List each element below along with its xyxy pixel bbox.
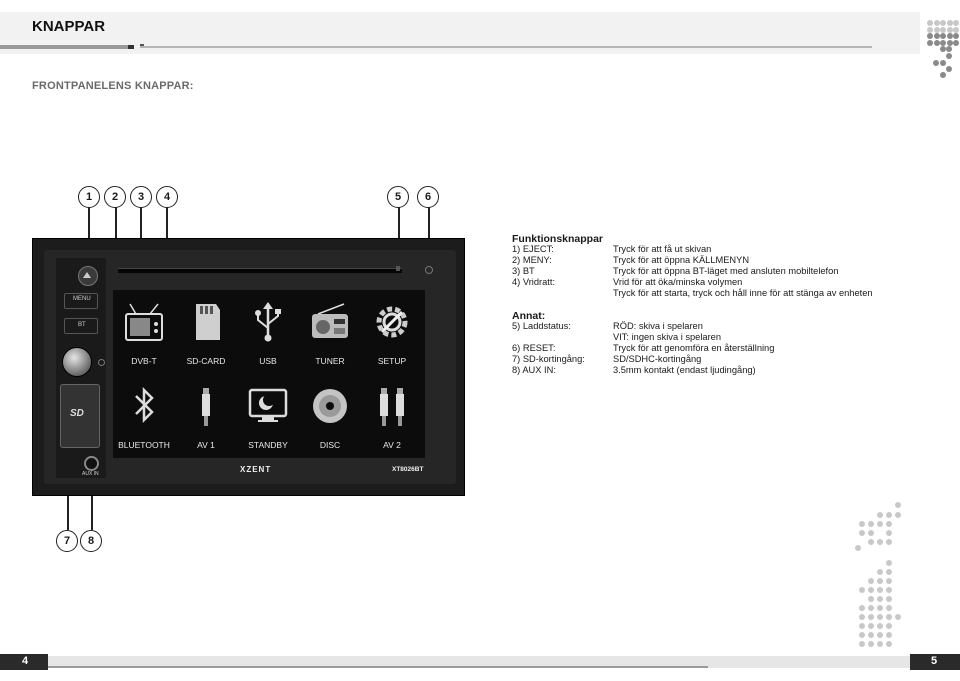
tile-label: AV 2 — [383, 440, 401, 450]
decorative-dot — [877, 578, 883, 584]
decorative-dot — [953, 20, 959, 26]
decorative-dot — [859, 530, 865, 536]
tile-label: DISC — [319, 440, 341, 450]
tile-label: DVB-T — [131, 356, 157, 366]
decorative-dot — [868, 605, 874, 611]
annat-title: Annat: — [512, 310, 546, 322]
annat-key-6: 6) RESET: — [512, 343, 556, 353]
tile-label: AV 1 — [197, 440, 215, 450]
fk-value-2: Tryck för att öppna KÄLLMENYN — [613, 255, 750, 265]
annat-key-5: 5) Laddstatus: — [512, 321, 571, 331]
callout-6: 6 — [417, 186, 439, 208]
decorative-dot — [934, 33, 940, 39]
disc-slot — [118, 268, 402, 273]
volume-knob[interactable] — [62, 347, 92, 377]
disc-icon — [310, 384, 350, 428]
callout-2: 2 — [104, 186, 126, 208]
decorative-dot — [859, 641, 865, 647]
annat-value-8: 3.5mm kontakt (endast ljudingång) — [613, 365, 756, 375]
annat-key-7: 7) SD-kortingång: — [512, 354, 585, 364]
tv-icon — [124, 300, 164, 344]
sd-logo: SD — [70, 408, 84, 419]
decorative-dot — [868, 530, 874, 536]
decorative-dot — [940, 27, 946, 33]
annat-value-5b: VIT: ingen skiva i spelaren — [613, 332, 722, 342]
decorative-dot — [877, 605, 883, 611]
power-indicator — [98, 359, 105, 366]
decorative-dot — [886, 569, 892, 575]
decorative-dot — [946, 46, 952, 52]
decorative-dot — [886, 530, 892, 536]
decorative-dot — [886, 539, 892, 545]
decorative-dot — [895, 614, 901, 620]
funktionsknappar-title: Funktionsknappar — [512, 233, 604, 245]
fk-key-2: 2) MENY: — [512, 255, 552, 265]
decorative-dot — [877, 632, 883, 638]
decorative-dot — [927, 40, 933, 46]
tile-av2[interactable] — [361, 374, 423, 456]
fk-value-1: Tryck för att få ut skivan — [613, 244, 712, 254]
bluetooth-icon — [124, 384, 164, 428]
decorative-dot — [953, 27, 959, 33]
tile-label: TUNER — [315, 356, 345, 366]
annat-key-8: 8) AUX IN: — [512, 365, 556, 375]
tile-usb[interactable] — [237, 290, 299, 372]
menu-button-label: MENU — [73, 296, 91, 302]
decorative-dot — [855, 545, 861, 551]
callout-8: 8 — [80, 530, 102, 552]
decorative-dot — [886, 641, 892, 647]
fk-key-1: 1) EJECT: — [512, 244, 554, 254]
decorative-dot — [947, 27, 953, 33]
decorative-dot — [859, 587, 865, 593]
tile-label: STANDBY — [248, 440, 288, 450]
decorative-dot — [886, 512, 892, 518]
decorative-dot — [886, 560, 892, 566]
page-number-right: 5 — [931, 655, 938, 667]
tile-dvb-t[interactable] — [113, 290, 175, 372]
decorative-dot — [934, 40, 940, 46]
decorative-dot — [886, 605, 892, 611]
callout-5: 5 — [387, 186, 409, 208]
reset-button[interactable] — [425, 266, 433, 274]
fk-value-4: Vrid för att öka/minska volymen — [613, 277, 743, 287]
decorative-dot — [927, 33, 933, 39]
decorative-dot — [940, 20, 946, 26]
footer-bar — [0, 654, 960, 670]
radio-icon — [310, 300, 350, 344]
decorative-dot — [859, 623, 865, 629]
decorative-dot — [886, 521, 892, 527]
decorative-dot — [877, 521, 883, 527]
tile-tuner[interactable] — [299, 290, 361, 372]
decorative-dot — [859, 614, 865, 620]
decorative-dot — [868, 623, 874, 629]
decorative-dot — [886, 623, 892, 629]
decorative-dot — [868, 539, 874, 545]
annat-value-6: Tryck för att genomföra en återställning — [613, 343, 775, 353]
decorative-dot — [868, 521, 874, 527]
decorative-dot — [927, 20, 933, 26]
decorative-dot — [940, 60, 946, 66]
callout-4: 4 — [156, 186, 178, 208]
fk-value-3: Tryck för att öppna BT-läget med ansluten mobiltelefon — [613, 266, 839, 276]
model-label: XT8026BT — [392, 466, 424, 473]
decorative-dot — [886, 587, 892, 593]
decorative-dot — [859, 521, 865, 527]
tile-av1[interactable] — [175, 374, 237, 456]
touch-screen — [113, 290, 425, 458]
aux-in-label: AUX IN — [82, 471, 99, 477]
decorative-dot — [868, 578, 874, 584]
page-number-left: 4 — [22, 655, 29, 667]
callout-3: 3 — [130, 186, 152, 208]
monitor-moon-icon — [248, 384, 288, 428]
decorative-dot — [940, 40, 946, 46]
callout-1: 1 — [78, 186, 100, 208]
tile-label: SD-CARD — [186, 356, 226, 366]
tile-sd-card[interactable] — [175, 290, 237, 372]
decorative-dot — [859, 632, 865, 638]
decorative-dot — [877, 623, 883, 629]
decorative-dot — [877, 641, 883, 647]
gear-icon — [372, 300, 412, 344]
tile-setup[interactable] — [361, 290, 423, 372]
decorative-dot — [877, 539, 883, 545]
rca-plugs-icon — [372, 384, 412, 428]
bt-button-label: BT — [78, 322, 86, 328]
callout-7: 7 — [56, 530, 78, 552]
fk-key-4: 4) Vridratt: — [512, 277, 556, 287]
tile-label: USB — [259, 356, 277, 366]
tile-standby[interactable] — [237, 374, 299, 456]
decorative-dot — [895, 512, 901, 518]
sd-card-icon — [186, 300, 226, 344]
decorative-dot — [868, 641, 874, 647]
decorative-dot — [953, 33, 959, 39]
decorative-dot — [886, 632, 892, 638]
decorative-dot — [933, 60, 939, 66]
decorative-dot — [953, 40, 959, 46]
tile-disc[interactable] — [299, 374, 361, 456]
usb-icon — [248, 300, 288, 344]
fk-value-4b: Tryck för att starta, tryck och håll inne för att stänga av enheten — [613, 288, 873, 298]
section-title: FRONTPANELENS KNAPPAR: — [32, 80, 194, 92]
decorative-dot — [868, 632, 874, 638]
decorative-dot — [877, 596, 883, 602]
decorative-dot — [877, 569, 883, 575]
tile-label: SETUP — [377, 356, 407, 366]
decorative-dot — [946, 66, 952, 72]
decorative-dot — [947, 33, 953, 39]
page-title: KNAPPAR — [32, 18, 106, 35]
decorative-dot — [946, 53, 952, 59]
decorative-dot — [868, 587, 874, 593]
decorative-dot — [927, 27, 933, 33]
aux-in-jack[interactable] — [84, 456, 99, 471]
decorative-dot — [947, 40, 953, 46]
decorative-dot — [868, 614, 874, 620]
decorative-dot — [934, 20, 940, 26]
fk-key-3: 3) BT — [512, 266, 535, 276]
decorative-dot — [895, 502, 901, 508]
decorative-dot — [886, 596, 892, 602]
decorative-dot — [886, 578, 892, 584]
annat-value-5: RÖD: skiva i spelaren — [613, 321, 703, 331]
charge-status-led — [396, 266, 400, 271]
decorative-dot — [940, 72, 946, 78]
brand-logo: XZENT — [240, 465, 272, 474]
decorative-dot — [877, 614, 883, 620]
tile-label: BLUETOOTH — [118, 440, 170, 450]
header-rule — [0, 44, 920, 49]
annat-value-7: SD/SDHC-kortingång — [613, 354, 702, 364]
decorative-dot — [934, 27, 940, 33]
tile-bluetooth[interactable] — [113, 374, 175, 456]
decorative-dot — [940, 33, 946, 39]
decorative-dot — [859, 605, 865, 611]
decorative-dot — [877, 587, 883, 593]
rca-plug-icon — [186, 384, 226, 428]
decorative-dot — [947, 20, 953, 26]
decorative-dot — [886, 614, 892, 620]
decorative-dot — [868, 596, 874, 602]
decorative-dot — [877, 512, 883, 518]
